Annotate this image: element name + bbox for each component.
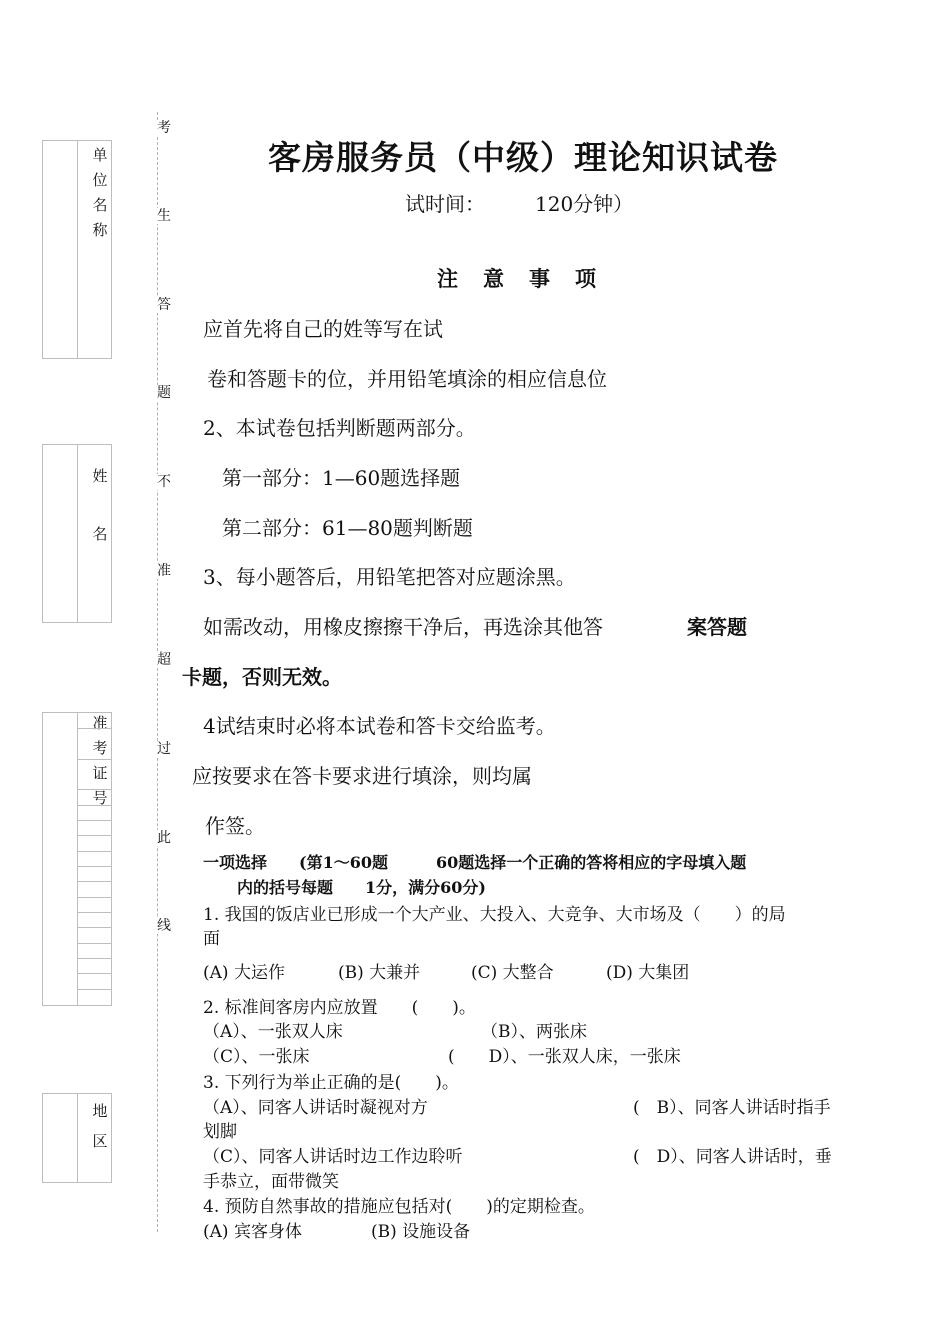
question-3-option-c[interactable]: （C）、同客人讲话时边工作边聆听	[203, 1147, 463, 1167]
notice-line: 2、本试卷包括判断题两部分。	[203, 416, 476, 440]
seal-cut-line	[157, 112, 158, 1232]
question-2-option-c[interactable]: （C）、一张床	[203, 1047, 310, 1067]
cut-line-char: 线	[157, 918, 171, 934]
box-divider	[77, 445, 78, 622]
question-3-option-d[interactable]: ( D）、同客人讲话时，垂	[633, 1147, 832, 1167]
notice-line-bold: 案答题	[687, 615, 747, 639]
box-divider	[77, 713, 78, 1005]
cut-line-char: 答	[157, 297, 171, 313]
question-2-option-d[interactable]: ( D）、一张双人床，一张床	[448, 1047, 681, 1067]
region-label	[91, 1096, 109, 1156]
name-label-text: 姓名	[92, 467, 108, 543]
question-2-option-b[interactable]: （B）、两张床	[481, 1022, 587, 1042]
question-1-option-d[interactable]: (D) 大集团	[606, 963, 690, 983]
question-1-option-c[interactable]: (C) 大整合	[471, 963, 554, 983]
question-3-option-d-cont: 手恭立，面带微笑	[203, 1172, 339, 1192]
notice-line: 卷和答题卡的位，并用铅笔填涂的相应信息位	[207, 367, 607, 391]
exam-id-grid-line	[77, 820, 111, 821]
unit-name-box	[42, 140, 112, 359]
question-3-option-a[interactable]: （A）、同客人讲话时凝视对方	[203, 1098, 428, 1118]
notice-line: 作签。	[205, 814, 265, 838]
cut-line-char: 题	[157, 385, 171, 401]
notice-line: 第二部分：61—80题判断题	[222, 516, 473, 540]
question-4-option-b[interactable]: (B) 设施设备	[371, 1222, 471, 1242]
exam-id-grid-line	[77, 973, 111, 974]
question-4-option-a[interactable]: (A) 宾客身体	[203, 1222, 302, 1242]
question-4-stem: 4. 预防自然事故的措施应包括对( )的定期检查。	[203, 1197, 595, 1217]
question-1-stem: 1. 我国的饭店业已形成一个大产业、大投入、大竞争、大市场及（ ）的局	[203, 905, 786, 925]
unit-name-label: 单位名称	[92, 146, 108, 239]
question-3-option-b[interactable]: ( B）、同客人讲话时指手	[633, 1098, 831, 1118]
exam-id-grid-line	[77, 805, 111, 806]
cut-line-char: 过	[157, 741, 171, 757]
question-2-stem: 2. 标准间客房内应放置 ( )。	[203, 998, 476, 1018]
cut-line-char: 考	[157, 120, 171, 136]
notice-line: 应首先将自己的姓等写在试	[203, 317, 443, 341]
cut-line-char: 准	[157, 563, 171, 579]
question-1-option-b[interactable]: (B) 大兼并	[338, 963, 421, 983]
exam-id-box[interactable]	[42, 712, 112, 1006]
exam-id-grid-line	[77, 851, 111, 852]
cut-line-char: 不	[157, 474, 171, 490]
notice-line: 3、每小题答后，用铅笔把答对应题涂黑。	[203, 565, 576, 589]
exam-id-grid-line	[77, 789, 111, 790]
exam-id-grid-line	[77, 989, 111, 990]
exam-id-grid-line	[77, 943, 111, 944]
box-divider	[77, 1094, 78, 1182]
question-1-stem-cont: 面	[203, 929, 220, 949]
exam-id-grid-line	[77, 866, 111, 867]
exam-id-grid-line	[77, 897, 111, 898]
notice-line: 第一部分：1—60题选择题	[222, 466, 461, 490]
section-heading: 内的括号每题 1分，满分60分)	[237, 878, 486, 897]
region-box	[42, 1093, 112, 1183]
exam-id-label: 准考证号	[92, 714, 108, 807]
name-label	[91, 447, 109, 563]
exam-id-grid-line	[77, 927, 111, 928]
cut-line-char: 此	[157, 830, 171, 846]
question-3-option-b-cont: 划脚	[203, 1122, 237, 1142]
notice-line: 4试结束时必将本试卷和答卡交给监考。	[203, 714, 556, 738]
exam-id-grid-line	[77, 881, 111, 882]
box-divider	[77, 141, 78, 358]
notice-line: 如需改动，用橡皮擦擦干净后，再选涂其他答	[203, 615, 603, 639]
notice-heading: 注 意 事 项	[437, 266, 598, 291]
exam-duration: 试时间： 120分钟）	[405, 192, 634, 216]
exam-title: 客房服务员（中级）理论知识试卷	[268, 138, 778, 177]
exam-id-grid-line	[77, 912, 111, 913]
section-heading: 一项选择 (第1～60题 60题选择一个正确的答将相应的字母填入题	[203, 853, 747, 872]
exam-id-grid-line	[77, 835, 111, 836]
notice-line: 应按要求在答卡要求进行填涂，则均属	[192, 764, 532, 788]
question-3-stem: 3. 下列行为举止正确的是( )。	[203, 1073, 459, 1093]
region-label-text: 地区	[92, 1102, 108, 1150]
question-2-option-a[interactable]: （A）、一张双人床	[203, 1022, 343, 1042]
cut-line-char: 超	[157, 652, 171, 668]
question-1-option-a[interactable]: (A) 大运作	[203, 963, 285, 983]
name-box	[42, 444, 112, 623]
exam-id-grid-line	[77, 728, 111, 729]
exam-id-grid-line	[77, 958, 111, 959]
notice-line-bold: 卡题，否则无效。	[182, 665, 342, 689]
exam-id-grid-line	[77, 759, 111, 760]
cut-line-char: 生	[157, 208, 171, 224]
